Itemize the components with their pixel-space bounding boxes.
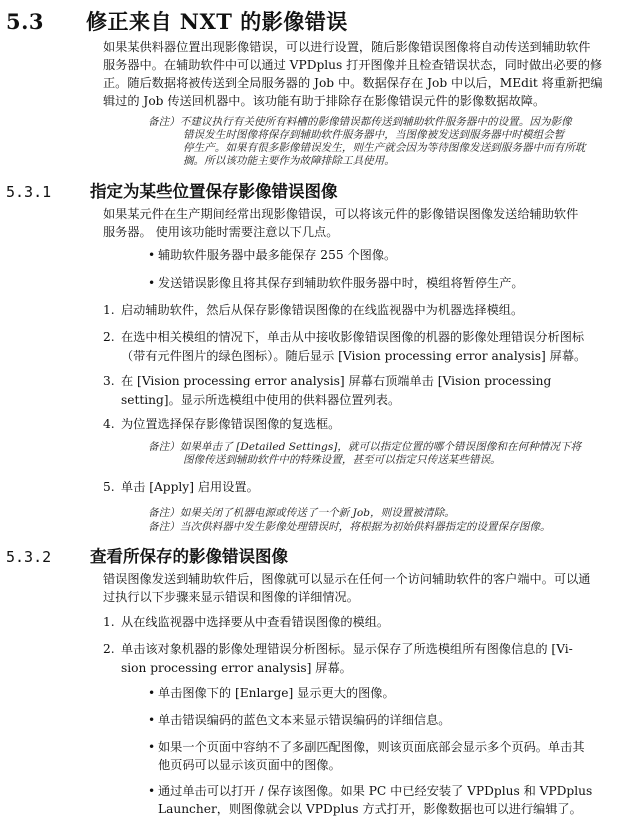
- text-line: 如果某元件在生产期间经常出现影像错误，可以将该元件的影像错误图像发送给辅助软件: [103, 207, 579, 221]
- step-number: 4.: [103, 417, 115, 431]
- subsection-number: 5.3.2: [6, 548, 52, 566]
- note-line: 备注）当次供料器中发生影像处理错误时，将根据为初始供料器指定的设置保存图像。: [148, 521, 551, 533]
- step-item: [103, 415, 629, 434]
- step-item: [103, 613, 629, 632]
- bullet-text: 发送错误影像且将其保存到辅助软件服务器中时，模组将暂停生产。: [158, 276, 524, 290]
- section-title: 修正来自 NXT 的影像错误: [86, 9, 348, 34]
- text-line: 错误图像发送到辅助软件后，图像就可以显示在任何一个访问辅助软件的客户端中。可以通: [103, 572, 591, 586]
- step-text: 在 [Vision processing error analysis] 屏幕右顶端单击 [Vision processing: [121, 374, 552, 388]
- step-number: 1.: [103, 615, 115, 629]
- bullet-item: [148, 782, 630, 818]
- subsection-number: 5.3.1: [6, 183, 52, 201]
- step-number: 3.: [103, 374, 115, 388]
- note-line: 错误发生时图像将保存到辅助软件服务器中，当图像被发送到服务器中时模组会暂: [182, 129, 565, 141]
- subsection-title: 查看所保存的影像错误图像: [90, 547, 288, 566]
- section-note: [148, 116, 628, 168]
- text-line: 过执行以下步骤来显示错误和图像的详细情况。: [103, 590, 359, 604]
- step-number: 2.: [103, 330, 115, 344]
- step5-note: [148, 506, 628, 534]
- note-line: 搁。所以该功能主要作为故障排除工具使用。: [182, 155, 395, 167]
- step-number: 5.: [103, 480, 115, 494]
- step-number: 2.: [103, 642, 115, 656]
- step-text: 单击 [Apply] 启用设置。: [121, 480, 259, 494]
- step-text: setting]。显示所选模组中使用的供料器位置列表。: [121, 393, 401, 407]
- section-intro: [103, 38, 629, 110]
- step-item: [103, 372, 629, 410]
- bullet-text: 辅助软件服务器中最多能保存 255 个图像。: [158, 248, 397, 262]
- bullet-item: [148, 246, 630, 264]
- section-number: 5.3: [6, 9, 45, 34]
- step-text: 在选中相关模组的情况下，单击从中接收影像错误图像的机器的影像处理错误分析图标: [121, 330, 585, 344]
- step-item: [103, 301, 629, 320]
- note-line: 停生产。如果有很多影像错误发生，则生产就会因为等待图像发送到服务器中而有所耽: [182, 142, 586, 154]
- step-text: 单击该对象机器的影像处理错误分析图标。显示保存了所选模组所有图像信息的 [Vi-: [121, 642, 573, 656]
- step-item: [103, 478, 629, 497]
- bullet-icon: •: [148, 686, 156, 700]
- text-line: 服务器。 使用该功能时需要注意以下几点。: [103, 225, 339, 239]
- bullet-text: 他页码可以显示该页面中的图像。: [158, 758, 341, 772]
- step-text: 为位置选择保存影像错误图像的复选框。: [121, 417, 341, 431]
- bullet-icon: •: [148, 713, 156, 727]
- bullet-item: [148, 274, 630, 292]
- text-line: 辑过的 Job 传送回机器中。该功能有助于排除存在影像错误元件的影像数据故障。: [103, 94, 546, 108]
- bullet-icon: •: [148, 276, 156, 290]
- bullet-icon: •: [148, 248, 156, 262]
- note-line: 备注）如果关闭了机器电源或传送了一个新 Job，则设置被清除。: [148, 507, 455, 519]
- text-line: 服务器中。在辅助软件中可以通过 VPDplus 打开图像并且检查错误状态，同时做出必要的修: [103, 58, 603, 72]
- note-line: 图像传送到辅助软件中的特殊设置，甚至可以指定只传送某些错误。: [182, 454, 501, 466]
- step-item: [103, 640, 629, 678]
- step-text: sion processing error analysis] 屏幕。: [121, 661, 352, 675]
- subsection-intro: [103, 205, 629, 241]
- subsection-heading: [6, 178, 338, 202]
- section-heading: [6, 6, 348, 36]
- bullet-item: [148, 711, 630, 729]
- bullet-text: 单击错误编码的蓝色文本来显示错误编码的详细信息。: [158, 713, 451, 727]
- subsection-title: 指定为某些位置保存影像错误图像: [90, 182, 338, 201]
- bullet-item: [148, 738, 630, 774]
- step-text: （带有元件图片的绿色图标）。随后显示 [Vision processing error analysis] 屏幕。: [121, 349, 587, 363]
- step-text: 从在线监视器中选择要从中查看错误图像的模组。: [121, 615, 390, 629]
- step-item: [103, 328, 629, 366]
- step-text: 启动辅助软件，然后从保存影像错误图像的在线监视器中为机器选择模组。: [121, 303, 524, 317]
- note-line: 备注）不建议执行有关使所有料槽的影像错误都传送到辅助软件服务器中的设置。因为影像: [148, 116, 572, 128]
- subsection-heading: [6, 543, 288, 567]
- bullet-text: Launcher，则图像就会以 VPDplus 方式打开，影像数据也可以进行编辑了。: [158, 802, 582, 816]
- bullet-item: [148, 684, 630, 702]
- subsection-intro: [103, 570, 629, 606]
- text-line: 正。随后数据将被传送到全局服务器的 Job 中。数据保存在 Job 中以后，MEdit 将重新把编: [103, 76, 603, 90]
- note-line: 备注）如果单击了 [Detailed Settings]，就可以指定位置的哪个错误图像和在何种情况下将: [148, 441, 582, 453]
- step-number: 1.: [103, 303, 115, 317]
- bullet-text: 单击图像下的 [Enlarge] 显示更大的图像。: [158, 686, 395, 700]
- bullet-icon: •: [148, 784, 156, 798]
- bullet-text: 如果一个页面中容纳不了多副匹配图像，则该页面底部会显示多个页码。单击其: [158, 740, 585, 754]
- text-line: 如果某供料器位置出现影像错误，可以进行设置，随后影像错误图像将自动传送到辅助软件: [103, 40, 591, 54]
- step4-note: [148, 441, 628, 467]
- bullet-icon: •: [148, 740, 156, 754]
- bullet-text: 通过单击可以打开 / 保存该图像。如果 PC 中已经安装了 VPDplus 和 VPDplus: [158, 784, 593, 798]
